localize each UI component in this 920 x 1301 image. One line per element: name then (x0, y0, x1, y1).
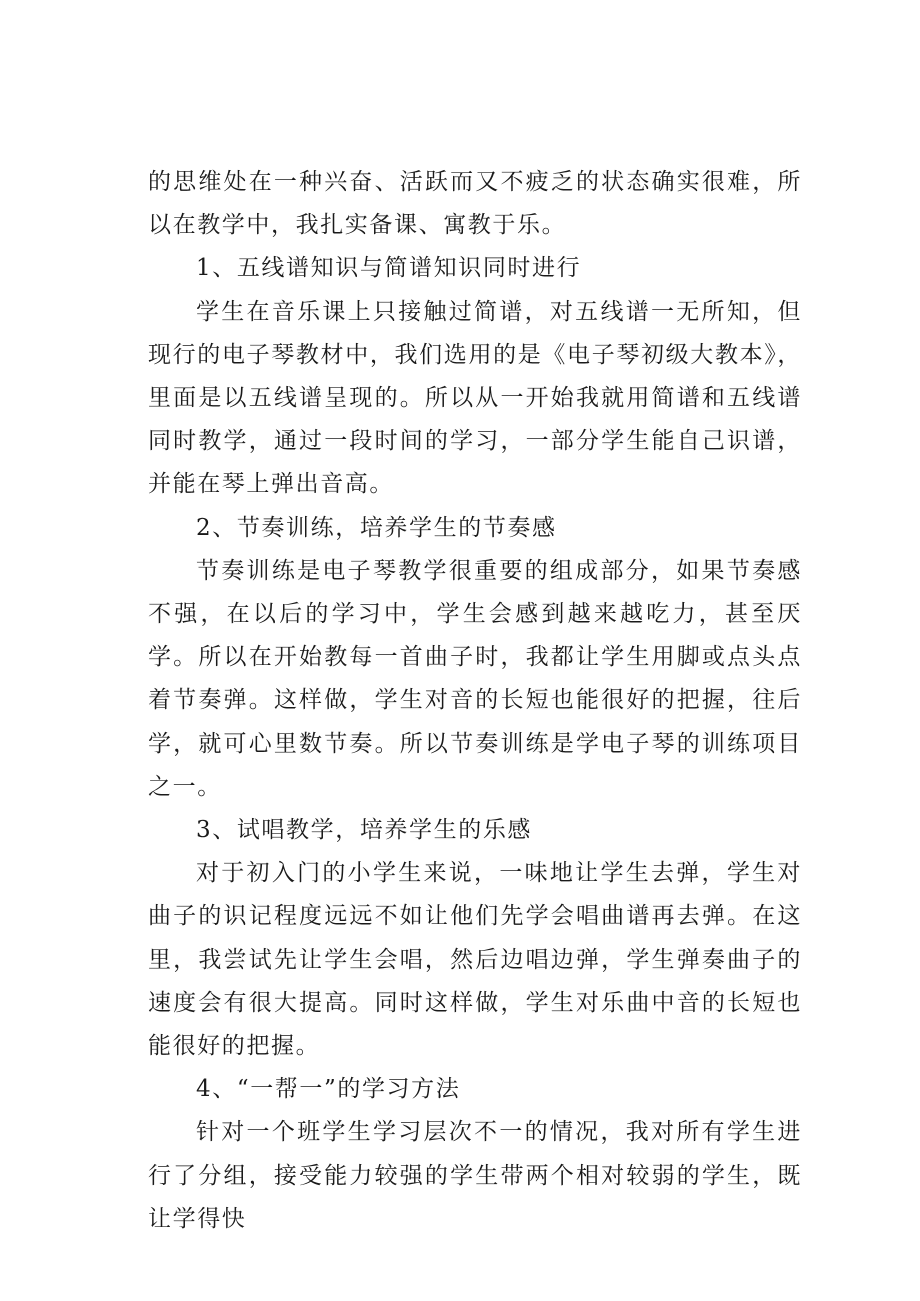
section-heading-2: 2、节奏训练，培养学生的节奏感 (196, 514, 557, 541)
paragraph-continuation: 的思维处在一种兴奋、活跃而又不疲乏的状态确实很难，所以在教学中，我扎实备课、寓教于乐。 (148, 169, 802, 239)
paragraph-singing-teaching: 对于初入门的小学生来说，一味地让学生去弹，学生对曲子的识记程度远远不如让他们先学会唱曲谱再去弹。在这里，我尝试先让学生会唱，然后边唱边弹，学生弹奏曲子的速度会有很大提高。同时这样做，学生对乐曲中音的长短也能很好的把握。 (148, 860, 802, 1060)
document-body (148, 161, 802, 1241)
paragraph-staff-notation: 学生在音乐课上只接触过简谱，对五线谱一无所知，但现行的电子琴教材中，我们选用的是《电子琴初级大教本》，里面是以五线谱呈现的。所以从一开始我就用简谱和五线谱同时教学，通过一段时间的学习，一部分学生能自己识谱，并能在琴上弹出音高。 (148, 298, 802, 498)
paragraph-peer-help: 针对一个班学生学习层次不一的情况，我对所有学生进行了分组，接受能力较强的学生带两个相对较弱的学生，既让学得快 (148, 1119, 802, 1232)
section-heading-3: 3、试唱教学，培养学生的乐感 (196, 817, 533, 844)
paragraph-rhythm-training: 节奏训练是电子琴教学很重要的组成部分，如果节奏感不强，在以后的学习中，学生会感到越来越吃力，甚至厌学。所以在开始教每一首曲子时，我都让学生用脚或点头点着节奏弹。这样做，学生对音的长短也能很好的把握，往后学，就可心里数节奏。所以节奏训练是学电子琴的训练项目之一。 (148, 557, 802, 800)
section-heading-1: 1、五线谱知识与简谱知识同时进行 (196, 255, 582, 282)
section-heading-4: 4、“一帮一”的学习方法 (196, 1076, 461, 1103)
